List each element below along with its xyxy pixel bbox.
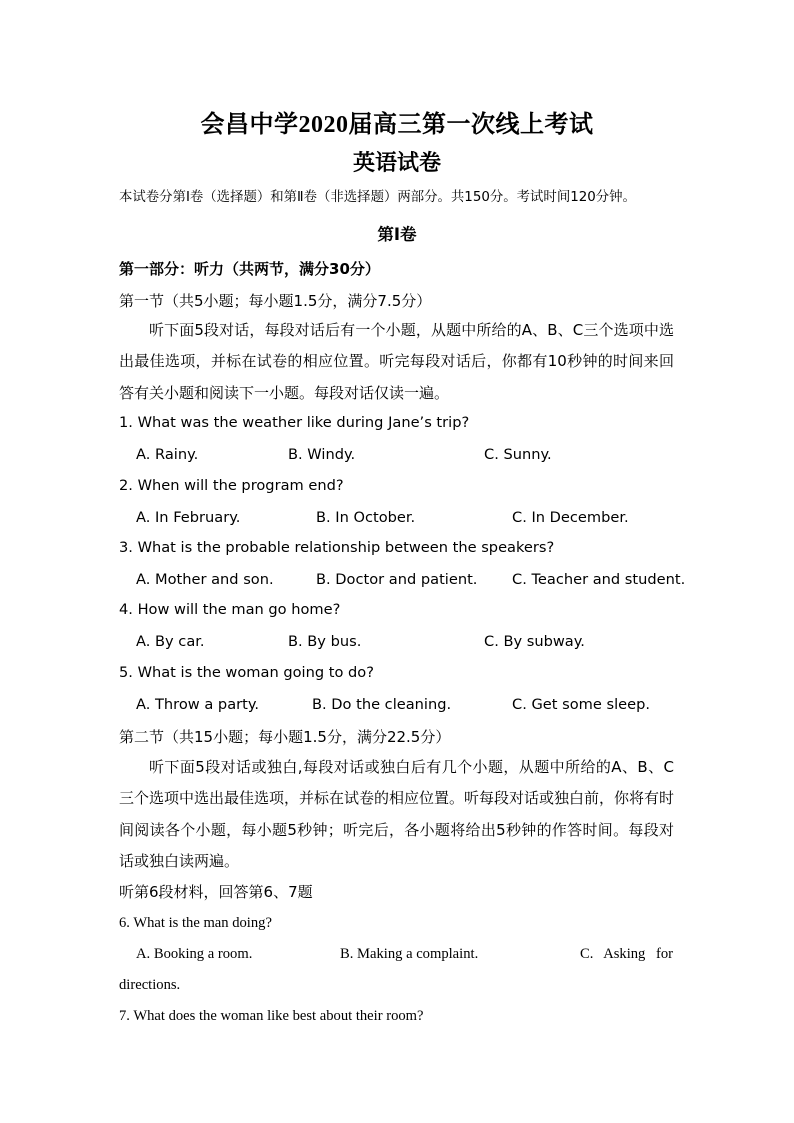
exam-intro: 本试卷分第Ⅰ卷（选择题）和第Ⅱ卷（非选择题）两部分。共150分。考试时间120分钟。 bbox=[119, 190, 636, 205]
option-c: C. By subway. bbox=[484, 633, 585, 650]
question-stem: 2. When will the program end? bbox=[119, 477, 344, 494]
option-a: A. Rainy. bbox=[136, 446, 199, 463]
exam-subtitle: 英语试卷 bbox=[352, 150, 441, 175]
question-stem: 1. What was the weather like during Jane’s trip? bbox=[119, 414, 470, 431]
option-a: A. In February. bbox=[136, 509, 241, 526]
option-a: A. Throw a party. bbox=[136, 696, 260, 713]
option-b: B. Making a complaint. bbox=[340, 946, 479, 962]
question-stem: 3. What is the probable relationship between the speakers? bbox=[119, 539, 555, 556]
option-b: B. Windy. bbox=[288, 446, 356, 463]
section2-heading: 第二节（共15小题；每小题1.5分，满分22.5分） bbox=[119, 728, 451, 746]
option-b: B. In October. bbox=[316, 509, 416, 526]
volume-heading: 第Ⅰ卷 bbox=[377, 225, 417, 244]
section1-heading: 第一节（共5小题；每小题1.5分，满分7.5分） bbox=[119, 292, 432, 310]
part1-title: 第一部分：听力（共两节，满分30分） bbox=[119, 260, 380, 278]
question-stem: 6. What is the man doing? bbox=[119, 915, 272, 931]
section2-instructions: 听下面5段对话或独白,每段对话或独白后有几个小题，从题中所给的A、B、C三个选项中选出最佳选项，并标在试卷的相应位置。听每段对话或独白前，你将有时间阅读各个小题，每小题5秒钟；听完后，各小题将给出5秒钟的作答时间。每段对话或独白读两遍。 bbox=[119, 758, 675, 870]
exam-title: 会昌中学2020届高三第一次线上考试 bbox=[200, 112, 594, 138]
option-a: A. Mother and son. bbox=[136, 571, 274, 588]
question-stem: 4. How will the man go home? bbox=[119, 601, 341, 618]
option-c: C. Get some sleep. bbox=[512, 696, 650, 713]
option-c: C. Asking for bbox=[580, 946, 673, 962]
option-a: A. Booking a room. bbox=[136, 946, 253, 962]
option-b: B. By bus. bbox=[288, 633, 362, 650]
question-stem: 7. What does the woman like best about their room? bbox=[119, 1008, 424, 1024]
option-b: B. Doctor and patient. bbox=[316, 571, 478, 588]
option-c: C. Teacher and student. bbox=[512, 571, 686, 588]
section1-instructions: 听下面5段对话，每段对话后有一个小题，从题中所给的A、B、C三个选项中选出最佳选项，并标在试卷的相应位置。听完每段对话后，你都有10秒钟的时间来回答有关小题和阅读下一小题。每段对话仅读一遍。 bbox=[119, 321, 674, 402]
question-stem: 5. What is the woman going to do? bbox=[119, 664, 374, 681]
option-c: C. Sunny. bbox=[484, 446, 552, 463]
option-a: A. By car. bbox=[136, 633, 205, 650]
option-c-continued: directions. bbox=[119, 977, 181, 993]
option-b: B. Do the cleaning. bbox=[312, 696, 452, 713]
option-c: C. In December. bbox=[512, 509, 629, 526]
material-note: 听第6段材料，回答第6、7题 bbox=[119, 883, 313, 901]
